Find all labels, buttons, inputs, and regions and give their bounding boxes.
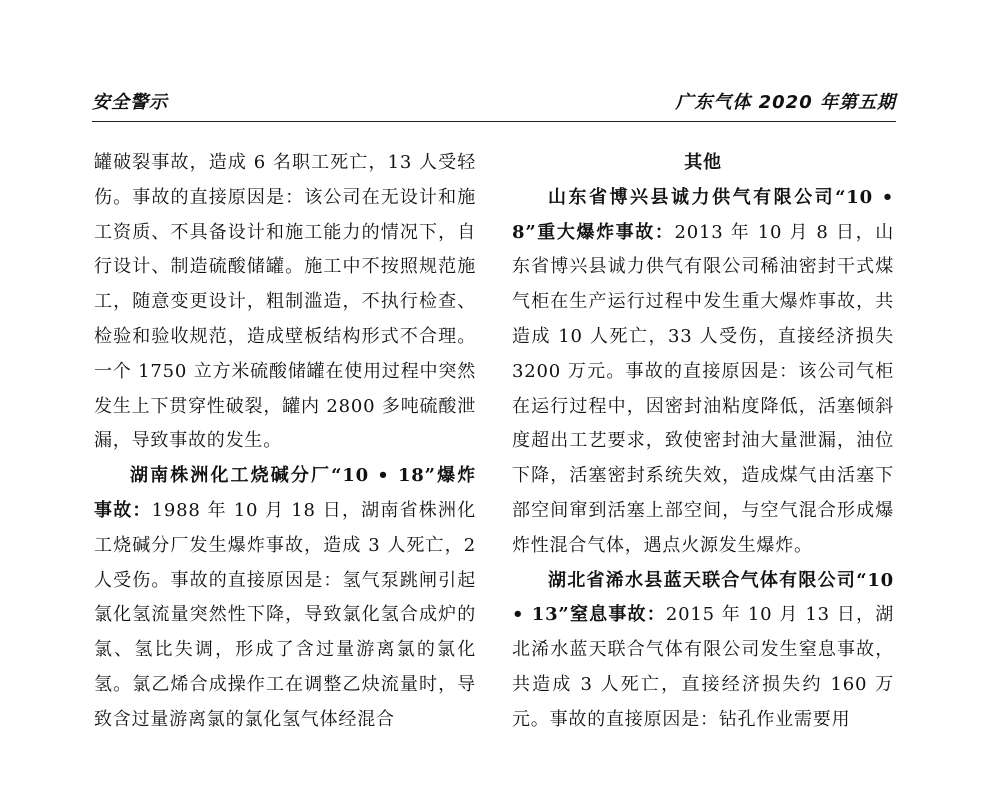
- accident-body-shandong: 2013 年 10 月 8 日，山东省博兴县诚力供气有限公司稀油密封干式煤气柜在生产运行过程中发生重大爆炸事故，共造成 10 人死亡，33 人受伤，直接经济损失 3200 万元。事故的直接原因是：该公司气柜在运行过程中，因密封油粘度降低，活塞倾斜度超出工艺要求，致使密封油大量泄漏，油位下降，活塞密封系统失效，造成煤气由活塞下部空间窜到活塞上部空间，与空气混合形成爆炸性混合气体，遇点火源发生爆炸。: [512, 221, 894, 556]
- left-column: [94, 146, 476, 738]
- accident-title-shandong: 山东省博兴县诚力供气有限公司“10 •8”重大爆炸事故：: [512, 186, 894, 243]
- header-divider: [92, 121, 896, 122]
- left-paragraph-continued: 罐破裂事故，造成 6 名职工死亡，13 人受轻伤。事故的直接原因是：该公司在无设计和施工资质、不具备设计和施工能力的情况下，自行设计、制造硫酸储罐。施工中不按照规范施工，随意变更设计，粗制滥造，不执行检查、检验和验收规范，造成壁板结构形式不合理。一个 1750 立方米硫酸储罐在使用过程中突然发生上下贯穿性破裂，罐内 2800 多吨硫酸泄漏，导致事故的发生。: [94, 152, 476, 452]
- right-paragraph-shandong: [512, 181, 894, 564]
- accident-body-hunan: 1988 年 10 月 18 日，湖南省株洲化工烧碱分厂发生爆炸事故，造成 3 人死亡，2 人受伤。事故的直接原因是：氢气泵跳闸引起氯化氢流量突然性下降，导致氯化氢合成炉的氯、氢比失调，形成了含过量游离氯的氯化氢。氯乙烯合成操作工在调整乙炔流量时，导致含过量游离氯的氯化氢气体经混合: [94, 499, 477, 730]
- left-paragraph-hunan: [94, 459, 476, 737]
- page-header: [92, 92, 896, 120]
- accident-body-hubei: 2015 年 10 月 13 日，湖北浠水蓝天联合气体有限公司发生窒息事故，共造成 3 人死亡，直接经济损失约 160 万元。事故的直接原因是：钻孔作业需要用: [512, 604, 894, 730]
- header-section-title: 安全警示: [92, 92, 168, 113]
- right-column: [512, 146, 894, 738]
- section-heading-other: 其他: [684, 152, 722, 173]
- header-journal-issue: 广东气体 2020 年第五期: [675, 92, 896, 113]
- accident-title-hunan: 湖南株洲化工烧碱分厂“10 • 18”爆炸事故：: [94, 465, 476, 521]
- right-paragraph-hubei: [512, 564, 894, 738]
- accident-title-hubei: 湖北省浠水县蓝天联合气体有限公司“10 • 13”窒息事故：: [512, 569, 894, 626]
